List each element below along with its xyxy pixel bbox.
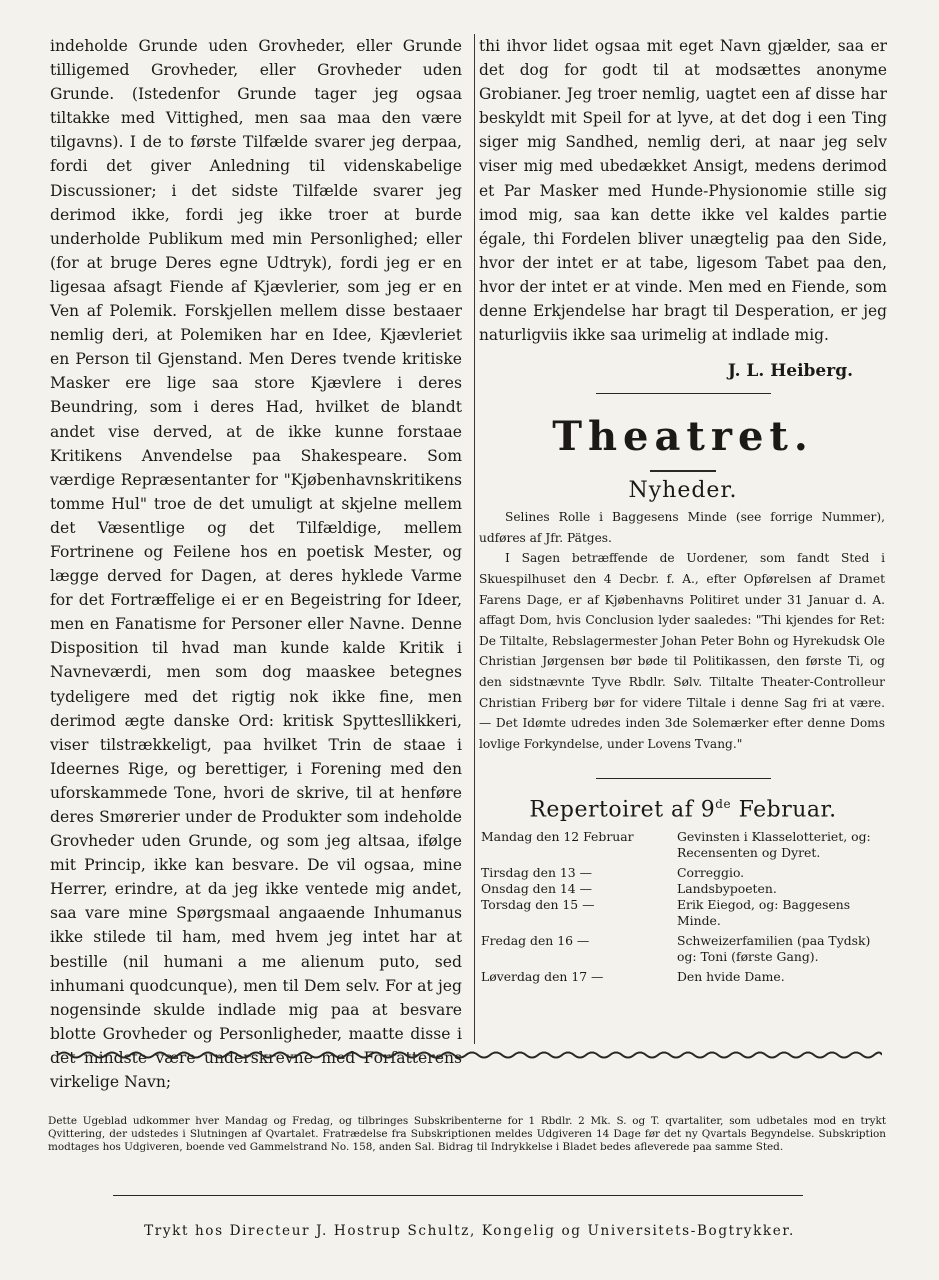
- repertoire-rule: [596, 778, 771, 779]
- printer-imprint: Trykt hos Directeur J. Hostrup Schultz, Kongelig og Universitets-Bogtrykker.: [144, 1223, 795, 1239]
- repertoire-day: Mandag den 12 Februar: [481, 828, 634, 844]
- repertoire-heading: [479, 797, 887, 822]
- section-rule: [596, 393, 771, 394]
- repertoire-play: Correggio.: [677, 864, 745, 880]
- signature: J. L. Heiberg.: [727, 361, 853, 382]
- repertoire-heading-main: Repertoiret af 9: [529, 797, 716, 823]
- left-column: [50, 34, 462, 1094]
- repertoire-heading-month: Februar.: [731, 797, 837, 823]
- repertoire-play: Schweizerfamilien (paa Tydsk) og: Toni (første Gang).: [677, 932, 871, 964]
- repertoire-play: Landsbypoeten.: [677, 880, 777, 896]
- repertoire-row: [479, 865, 887, 881]
- repertoire-play: Den hvide Dame.: [677, 968, 785, 984]
- repertoire-table: [479, 829, 887, 985]
- left-column-text: indeholde Grunde uden Grovheder, eller Grunde tilligemed Grovheder, eller Grovheder uden Grunde. (Istedenfor Grunde tager jeg ogsaa tiltakke med Vittighed, men saa maa den være tilgavns). I de to første Tilfælde svarer jeg derpaa, fordi det giver Anledning til videnskabelige Discussioner; i det sidste Tilfælde svarer jeg derimod ikke, fordi jeg ikke troer at burde underholde Publikum med min Personlighed; eller (for at bruge Deres egne Udtryk), fordi jeg er en ligesaa afsagt Fiende af Kjævlerier, som jeg er en Ven af Polemik. Forskjellen mellem disse bestaaer nemlig deri, at Polemiken har en Idee, Kjævleriet en Person til Gjenstand. Men Deres tvende kritiske Masker ere lige saa store Kjævlere i deres Beundring, som i deres Had, hvilket de blandt andet vise derved, at de ikke kunne forstaae Kritikens Anvendelse paa Shakespeare. Som værdige Repræsentanter for "Kjøbenhavnskritikens tomme Hul" troe de det umuligt at skjelne mellem det Væsentlige og det Tilfældige, mellem Fortrinene og Feilene hos en poetisk Mester, og lægge derved for Dagen, at deres hyklede Varme for det Fortræffelige ei er en Begeistring for Ideer, men en Fanatisme for Personer eller Navne. Denne Disposition til hvad man kunde kalde Kritik i Navneværdi, men som dog maaskee betegnes tydeligere med det rigtig nok ikke fine, men derimod ægte danske Ord: kritisk Spyttesllikkeri, viser tilstrækkeligt, paa hvilket Trin de staae i Ideernes Rige, og berettiger, i Forening med den uforskammede Tone, hvori de skrive, til at henføre deres Smørerier under de Produkter som indeholde Grovheder uden Grunde, og som jeg altsaa, ifølge mit Princip, ikke kan besvare. De vil ogsaa, mine Herrer, erindre, at da jeg ikke ventede mig andet, saa vare mine Spørgsmaal angaaende Inhumanus ikke stilede til ham, med hvem jeg intet har at bestille (nil humani a me alienum puto, sed inhumani quodcunque), men til Dem selv. For at jeg nogensinde skulde indlade mig paa at besvare blotte Grovheder og Personligheder, maatte disse i det mindste være underskrevne med Forfatterens virkelige Navn;: [50, 37, 462, 1092]
- repertoire-play: Gevinsten i Klasselotteriet, og: Recensenten og Dyret.: [677, 828, 871, 860]
- repertoire-row: [479, 969, 887, 985]
- repertoire-day: Torsdag den 15 —: [481, 896, 595, 912]
- theatre-heading: Theatret.: [552, 413, 814, 461]
- repertoire-row: [479, 829, 887, 861]
- footer-rule: [113, 1195, 803, 1196]
- wavy-divider: [58, 1050, 882, 1060]
- repertoire-row: [479, 881, 887, 897]
- heading-rule: [650, 470, 716, 472]
- news-heading: Nyheder.: [628, 478, 738, 504]
- right-column-text: thi ihvor lidet ogsaa mit eget Navn gjælder, saa er det dog for godt til at modsættes anonyme Grobianer. Jeg troer nemlig, uagtet een af disse har beskyldt mit Speil for at lyve, at det dog i een Ting siger mig Sandhed, nemlig deri, at naar jeg selv viser mig med ubedækket Ansigt, medens derimod et Par Masker med Hunde-Physionomie stille sig imod mig, saa kan dette ikke vel kaldes partie égale, thi Fordelen bliver unægtelig paa den Side, hvor der intet er at tabe, ligesom Tabet paa den, hvor der intet er at vinde. Men med en Fiende, som denne Erkjendelse har bragt til Desperation, er jeg naturligviis ikke saa urimelig at indlade mig.: [479, 37, 887, 345]
- column-divider: [474, 34, 475, 1044]
- repertoire-heading-sup: de: [715, 797, 732, 812]
- repertoire-play: Erik Eiegod, og: Baggesens Minde.: [677, 896, 851, 928]
- repertoire-day: Løverdag den 17 —: [481, 968, 604, 984]
- repertoire-row: [479, 897, 887, 929]
- repertoire-row: [479, 933, 887, 965]
- repertoire-day: Fredag den 16 —: [481, 932, 590, 948]
- repertoire-day: Onsdag den 14 —: [481, 880, 592, 896]
- news-paragraph-2: I Sagen betræffende de Uordener, som fandt Sted i Skuespilhuset den 4 Decbr. f. A., efter Opførelsen af Dramet Farens Dage, er af Kjøbenhavns Politiret under 31 Januar d. A. affagt Dom, hvis Conclusion lyder saaledes: "Thi kjendes for Ret: De Tiltalte, Rebslagermester Johan Peter Bohn og Hyrekudsk Ole Christian Jørgensen bør bøde til Politikassen, den første Ti, og den sidstnævnte Tyve Rbdlr. Sølv. Tiltalte Theater-Controlleur Christian Friberg bør for videre Tiltale i denne Sag fri at være. — Det Idømte udredes inden 3de Solemærker efter denne Doms lovlige Forkyndelse, under Lovens Tvang.": [479, 551, 885, 751]
- right-column: [479, 34, 887, 985]
- news-body: [479, 507, 887, 754]
- subscription-notice: Dette Ugeblad udkommer hver Mandag og Fredag, og tilbringes Subskribenterne for 1 Rbdlr. 2 Mk. S. og T. qvartaliter, som udbetales mod en trykt Qvittering, der udstedes i Slutningen af Qvartalet. Fratrædelse fra Subskriptionen meldes Udgiveren 14 Dage før det ny Qvartals Begyndelse. Subskription modtages hos Udgiveren, boende ved Gammelstrand No. 158, anden Sal. Bidrag til Indrykkelse i Bladet bedes afleverede paa samme Sted.: [48, 1115, 886, 1153]
- news-paragraph-1: Selines Rolle i Baggesens Minde (see forrige Nummer), udføres af Jfr. Pätges.: [479, 510, 885, 545]
- repertoire-day: Tirsdag den 13 —: [481, 864, 592, 880]
